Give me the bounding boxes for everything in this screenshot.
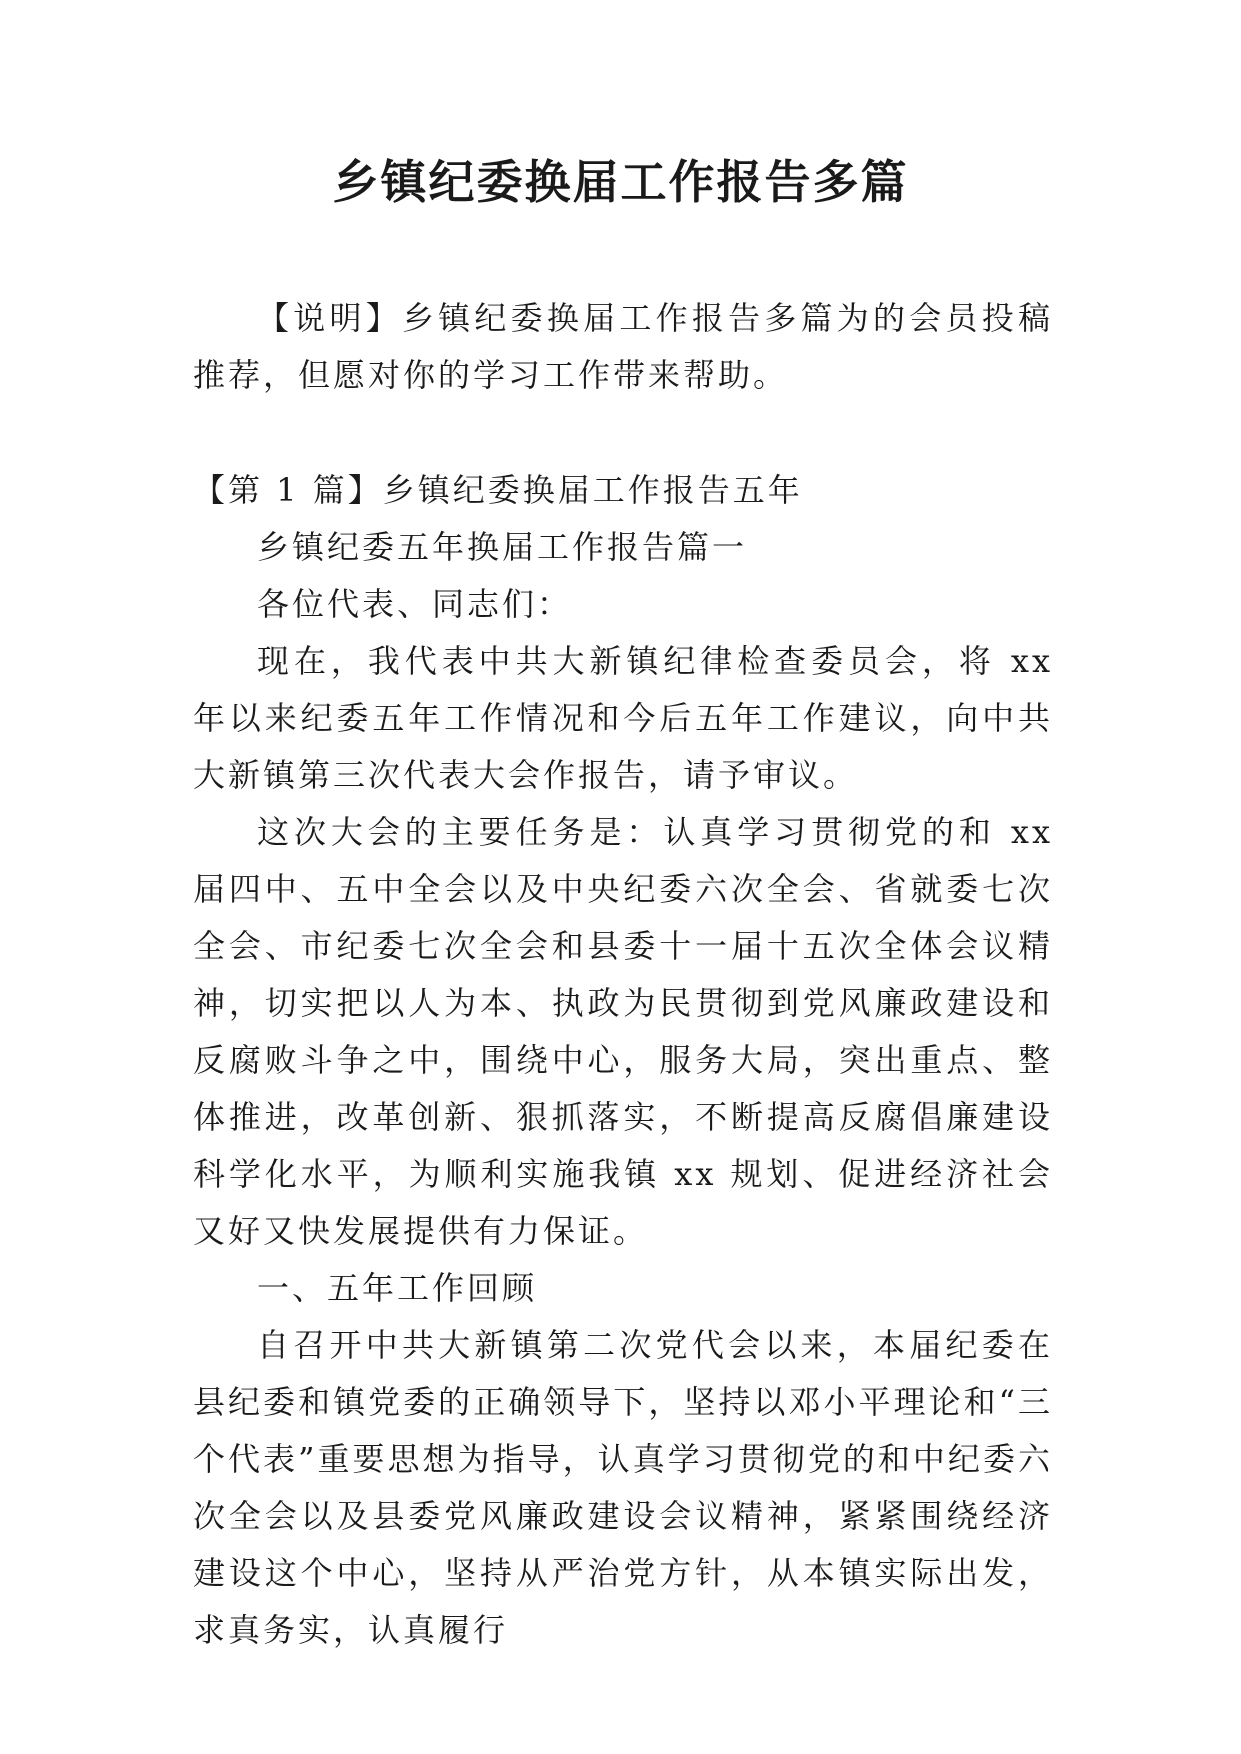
body-paragraph: 现在，我代表中共大新镇纪律检查委员会，将 xx 年以来纪委五年工作情况和今后五年工作建议，向中共大新镇第三次代表大会作报告，请予审议。 xyxy=(193,642,1053,794)
document-title: 乡镇纪委换届工作报告多篇 xyxy=(332,155,909,209)
intro-paragraph: 【说明】乡镇纪委换届工作报告多篇为的会员投稿推荐，但愿对你的学习工作带来帮助。 xyxy=(193,299,1053,394)
section-subheading: 一、五年工作回顾 xyxy=(257,1269,538,1307)
body-paragraph: 这次大会的主要任务是：认真学习贯彻党的和 xx 届四中、五中全会以及中央纪委六次全会、省就委七次全会、市纪委七次全会和县委十一届十五次全体会议精神，切实把以人为本、执政为民贯彻到党风廉政建设和反腐败斗争之中，围绕中心，服务大局，突出重点、整体推进，改革创新、狠抓落实，不断提高反腐倡廉建设科学化水平，为顺利实施我镇 xx 规划、促进经济社会又好又快发展提供有力保证。 xyxy=(193,813,1053,1250)
intro-block xyxy=(193,290,1053,404)
section-heading: 【第 1 篇】乡镇纪委换届工作报告五年 xyxy=(193,471,803,509)
content-block xyxy=(193,462,1053,1659)
salutation-paragraph: 各位代表、同志们： xyxy=(257,585,573,623)
subtitle-paragraph: 乡镇纪委五年换届工作报告篇一 xyxy=(257,528,748,566)
body-paragraph: 自召开中共大新镇第二次党代会以来，本届纪委在县纪委和镇党委的正确领导下，坚持以邓小平理论和“三个代表”重要思想为指导，认真学习贯彻党的和中纪委六次全会以及县委党风廉政建设会议精神，紧紧围绕经济建设这个中心，坚持从严治党方针，从本镇实际出发，求真务实，认真履行 xyxy=(193,1326,1053,1649)
